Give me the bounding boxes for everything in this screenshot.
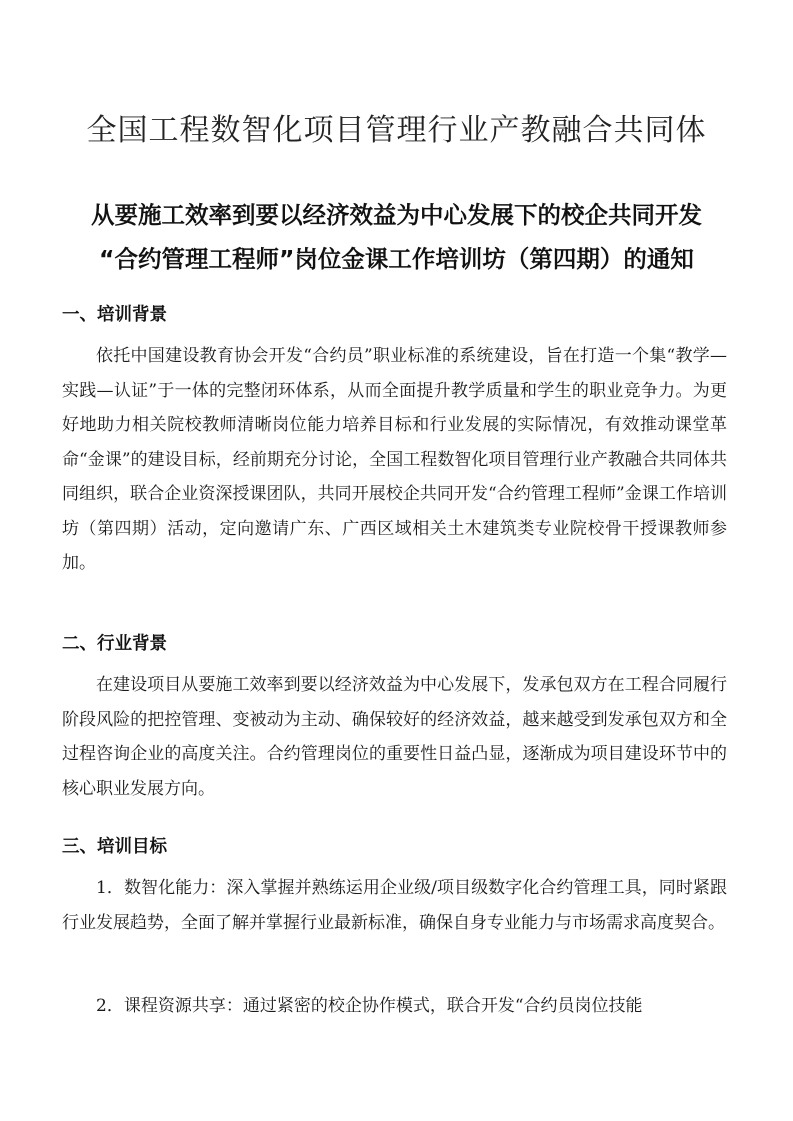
section-paragraph-background: 依托中国建设教育协会开发“合约员”职业标准的系统建设，旨在打造一个集“教学—实践—认证”于一体的完整闭环体系，从而全面提升教学质量和学生的职业竞争力。为更好地助力相关院校教师清晰岗位能力培养目标和行业发展的实际情况，有效推动课堂革命“金课”的建设目标，经前期充分讨论，全国工程数智化项目管理行业产教融合共同体共同组织，联合企业资深授课团队，共同开展校企共同开发“合约管理工程师”金课工作培训坊（第四期）活动，定向邀请广东、广西区域相关土木建筑类专业院校骨干授课教师参加。 [62, 346, 727, 573]
section-heading-goals: 三、培训目标 [62, 837, 167, 857]
notice-title-line-2: “合约管理工程师”岗位金课工作培训坊（第四期）的通知 [99, 245, 694, 273]
goal-item-2: 2．课程资源共享：通过紧密的校企协作模式，联合开发“合约员岗位技能 [96, 996, 643, 1016]
notice-title-line-1: 从要施工效率到要以经济效益为中心发展下的校企共同开发 [91, 201, 702, 229]
section-paragraph-industry: 在建设项目从要施工效率到要以经济效益为中心发展下，发承包双方在工程合同履行阶段风险的把控管理、变被动为主动、确保较好的经济效益，越来越受到发承包双方和全过程咨询企业的高度关注。合约管理岗位的重要性日益凸显，逐渐成为项目建设环节中的核心职业发展方向。 [62, 675, 727, 799]
organization-title: 全国工程数智化项目管理行业产教融合共同体 [86, 113, 707, 148]
goal-item-1: 1．数智化能力：深入掌握并熟练运用企业级/项目级数字化合约管理工具，同时紧跟行业发展趋势，全面了解并掌握行业最新标准，确保自身专业能力与市场需求高度契合。 [62, 878, 727, 933]
section-heading-background: 一、培训背景 [62, 305, 167, 325]
section-heading-industry: 二、行业背景 [62, 634, 167, 654]
